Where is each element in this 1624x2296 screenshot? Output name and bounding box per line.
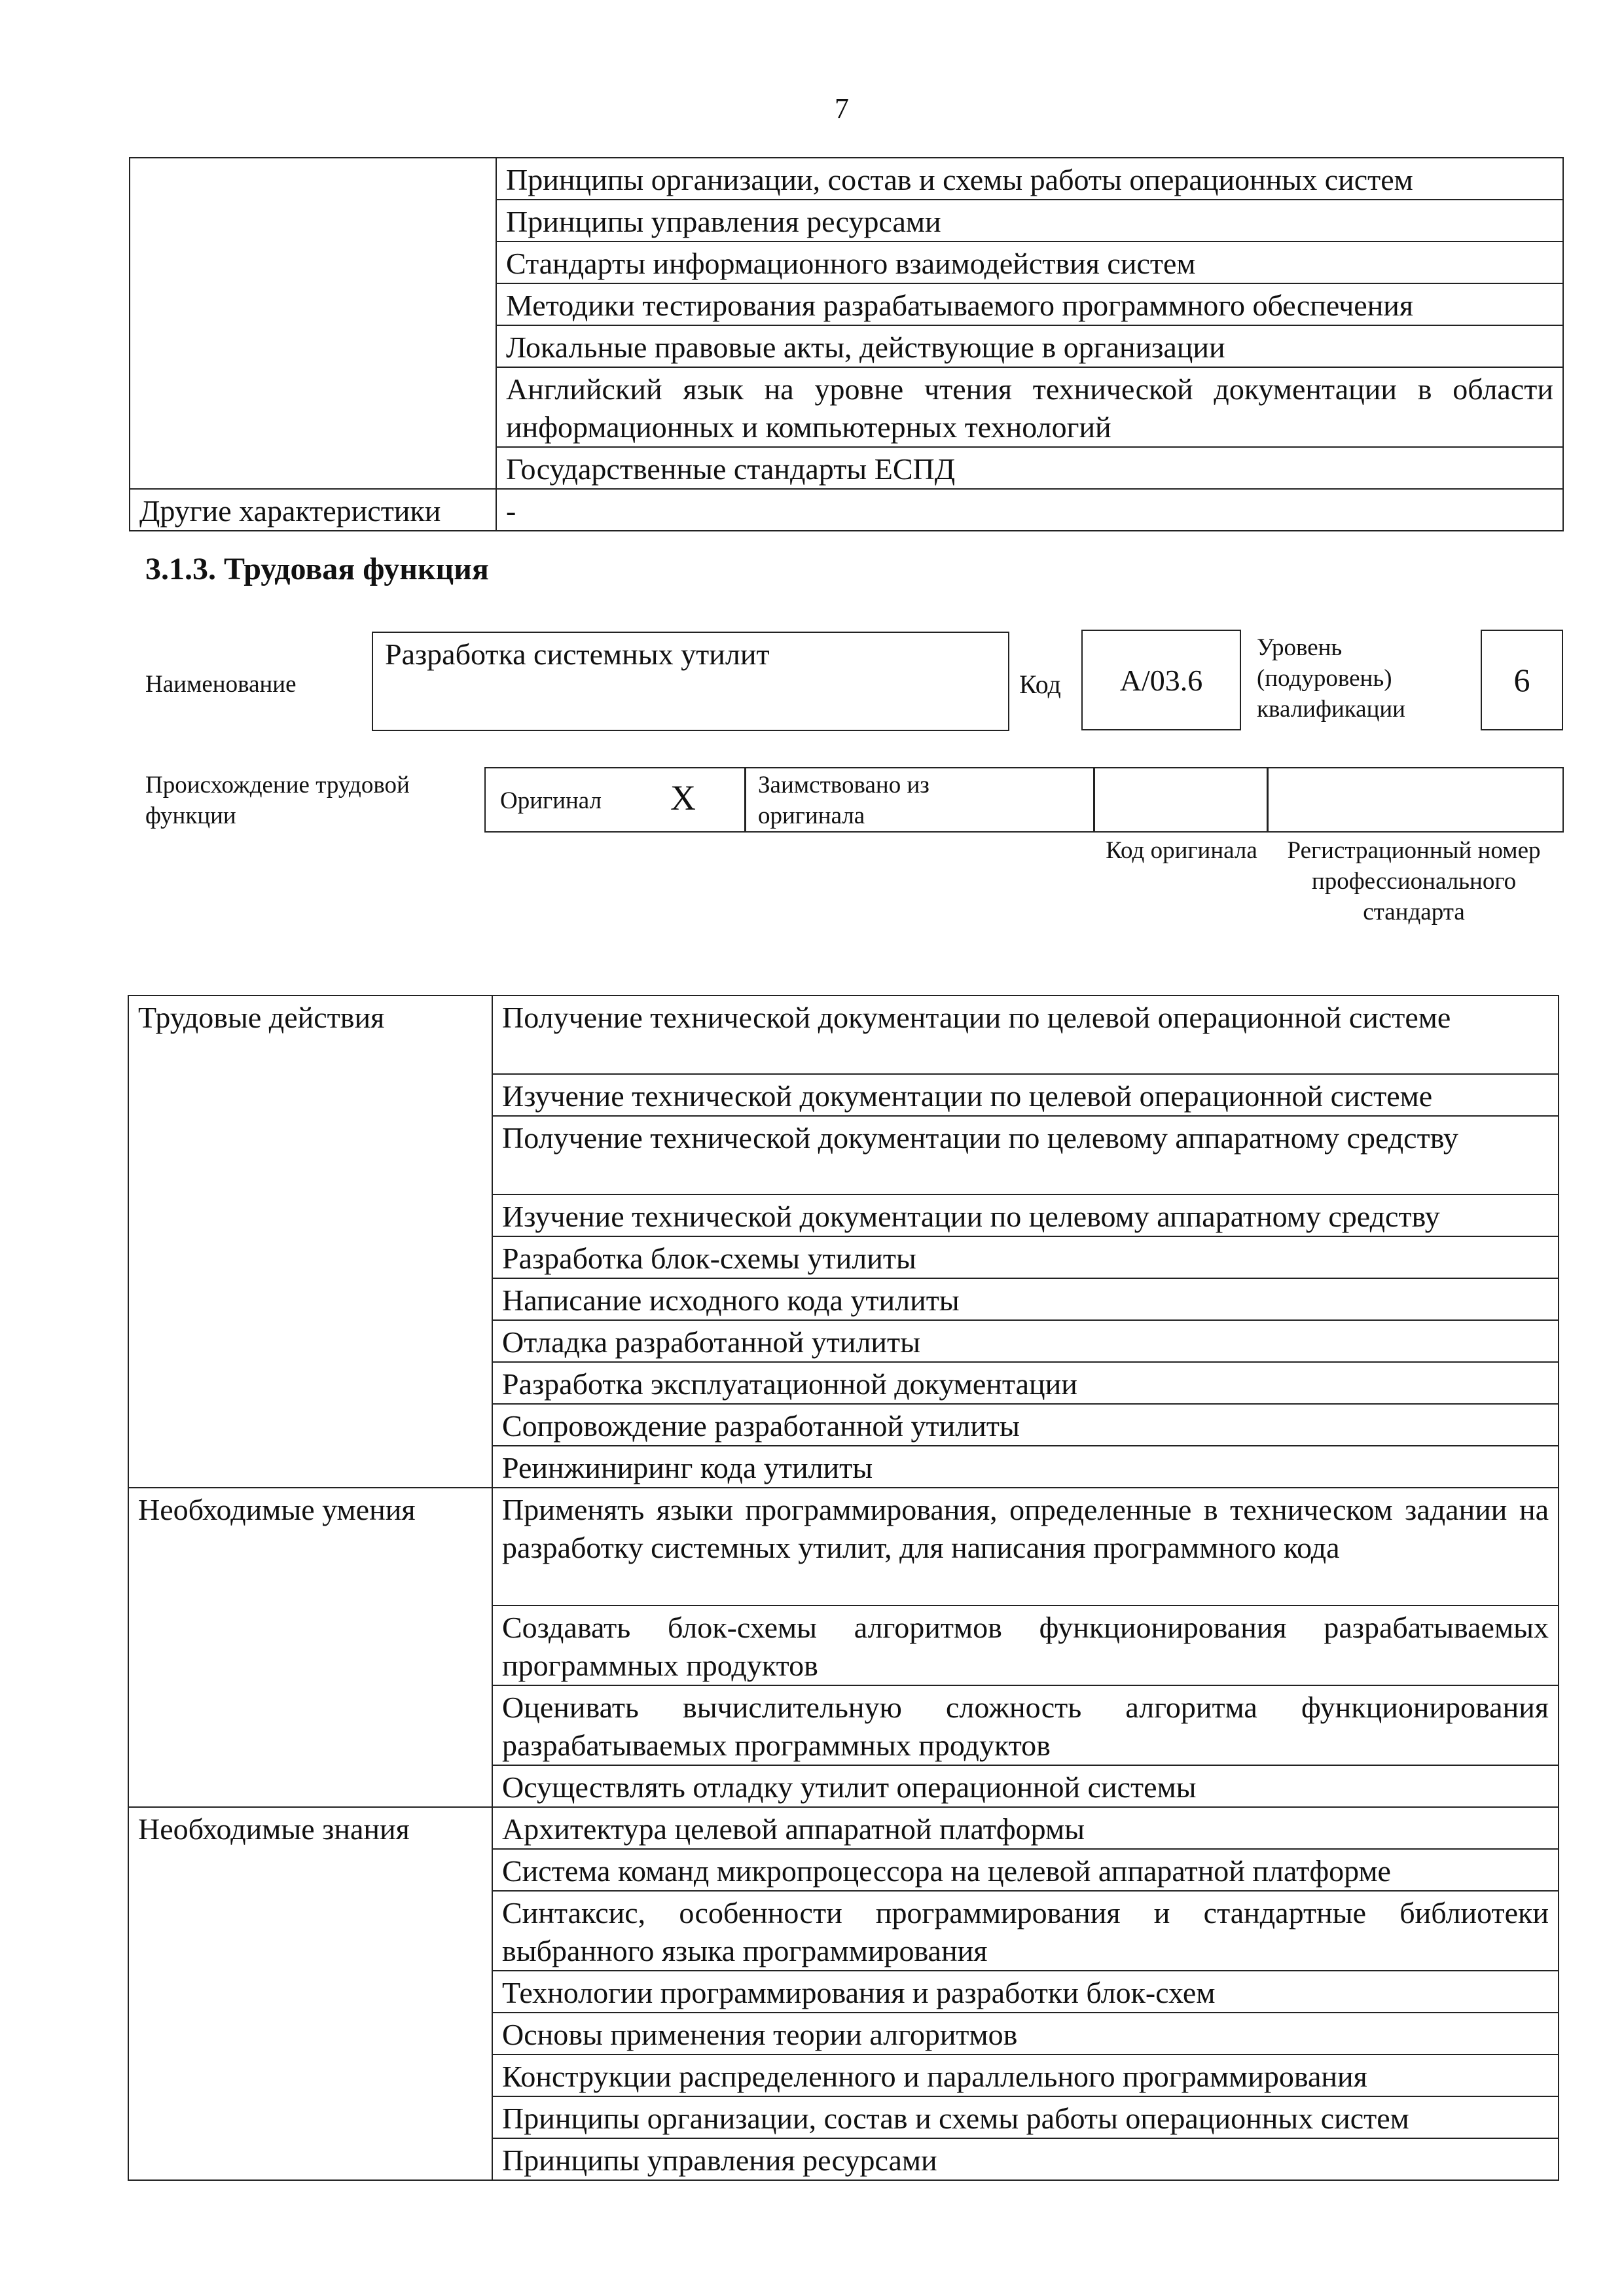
origin-divider-1 bbox=[744, 768, 746, 831]
action-item: Написание исходного кода утилиты bbox=[492, 1278, 1559, 1320]
actions-label: Трудовые действия bbox=[128, 996, 492, 1488]
top-table-item: Принципы управления ресурсами bbox=[496, 200, 1563, 242]
section-title: 3.1.3. Трудовая функция bbox=[145, 552, 489, 586]
knowledge-item: Конструкции распределенного и параллельного программирования bbox=[492, 2054, 1559, 2096]
page-number: 7 bbox=[835, 92, 849, 124]
action-item: Изучение технической документации по целевой операционной системе bbox=[492, 1074, 1559, 1116]
other-characteristics-label: Другие характеристики bbox=[130, 489, 496, 531]
code-box bbox=[1081, 630, 1241, 730]
code-caption: Код оригинала bbox=[1106, 837, 1257, 864]
function-name-box bbox=[372, 632, 1009, 731]
knowledge-item: Принципы организации, состав и схемы работы операционных систем bbox=[492, 2096, 1559, 2138]
action-item: Сопровождение разработанной утилиты bbox=[492, 1404, 1559, 1446]
skill-item: Применять языки программирования, определенные в техническом задании на разработку системных утилит, для написания программного кода bbox=[492, 1488, 1559, 1605]
skill-item: Осуществлять отладку утилит операционной системы bbox=[492, 1765, 1559, 1807]
level-box bbox=[1481, 630, 1563, 730]
level-value: 6 bbox=[1513, 662, 1530, 698]
skills-label: Необходимые умения bbox=[128, 1488, 492, 1807]
borrowed-label: Заимствовано из оригинала bbox=[758, 772, 929, 829]
skill-item: Создавать блок-схемы алгоритмов функционирования разрабатываемых программных продуктов bbox=[492, 1605, 1559, 1685]
other-characteristics-value: - bbox=[496, 489, 1563, 531]
action-item: Изучение технической документации по целевому аппаратному средству bbox=[492, 1194, 1559, 1236]
knowledge-item: Принципы управления ресурсами bbox=[492, 2138, 1559, 2180]
skill-item: Оценивать вычислительную сложность алгоритма функционирования разрабатываемых программных продуктов bbox=[492, 1685, 1559, 1765]
top-table-item: Английский язык на уровне чтения технической документации в области информационных и компьютерных технологий bbox=[496, 367, 1563, 447]
top-table-item: Локальные правовые акты, действующие в организации bbox=[496, 325, 1563, 367]
top-table-item: Принципы организации, состав и схемы работы операционных систем bbox=[496, 158, 1563, 200]
action-item: Разработка блок-схемы утилиты bbox=[492, 1236, 1559, 1278]
action-item: Реинжиниринг кода утилиты bbox=[492, 1446, 1559, 1488]
name-label: Наименование bbox=[145, 671, 297, 698]
origin-label: Происхождение трудовой функции bbox=[145, 772, 410, 829]
knowledge-item: Синтаксис, особенности программирования и стандартные библиотеки выбранного языка программирования bbox=[492, 1891, 1559, 1971]
top-table-item: Методики тестирования разрабатываемого программного обеспечения bbox=[496, 283, 1563, 325]
origin-code-cell bbox=[1094, 768, 1266, 831]
knowledge-item: Технологии программирования и разработки блок-схем bbox=[492, 1971, 1559, 2013]
top-table-item: Стандарты информационного взаимодействия систем bbox=[496, 242, 1563, 283]
top-table bbox=[129, 157, 1564, 531]
level-label: Уровень (подуровень) квалификации bbox=[1257, 634, 1405, 723]
action-item: Отладка разработанной утилиты bbox=[492, 1320, 1559, 1362]
top-table-label-cell bbox=[130, 158, 496, 489]
main-table bbox=[128, 995, 1559, 2181]
origin-strip bbox=[484, 767, 1564, 833]
action-item: Получение технической документации по целевой операционной системе bbox=[492, 996, 1559, 1074]
origin-reg-cell bbox=[1269, 768, 1562, 831]
knowledge-label: Необходимые знания bbox=[128, 1807, 492, 2180]
function-name-value: Разработка системных утилит bbox=[385, 637, 770, 671]
original-label: Оригинал bbox=[500, 787, 602, 814]
code-label: Код bbox=[1019, 670, 1061, 699]
knowledge-item: Система команд микропроцессора на целевой аппаратной платформе bbox=[492, 1849, 1559, 1891]
original-mark: X bbox=[670, 778, 696, 817]
top-table-item: Государственные стандарты ЕСПД bbox=[496, 447, 1563, 489]
action-item: Получение технической документации по целевому аппаратному средству bbox=[492, 1116, 1559, 1194]
code-value: A/03.6 bbox=[1119, 663, 1203, 697]
knowledge-item: Архитектура целевой аппаратной платформы bbox=[492, 1807, 1559, 1849]
knowledge-item: Основы применения теории алгоритмов bbox=[492, 2013, 1559, 2054]
reg-caption: Регистрационный номер профессионального стандарта bbox=[1287, 837, 1541, 925]
action-item: Разработка эксплуатационной документации bbox=[492, 1362, 1559, 1404]
